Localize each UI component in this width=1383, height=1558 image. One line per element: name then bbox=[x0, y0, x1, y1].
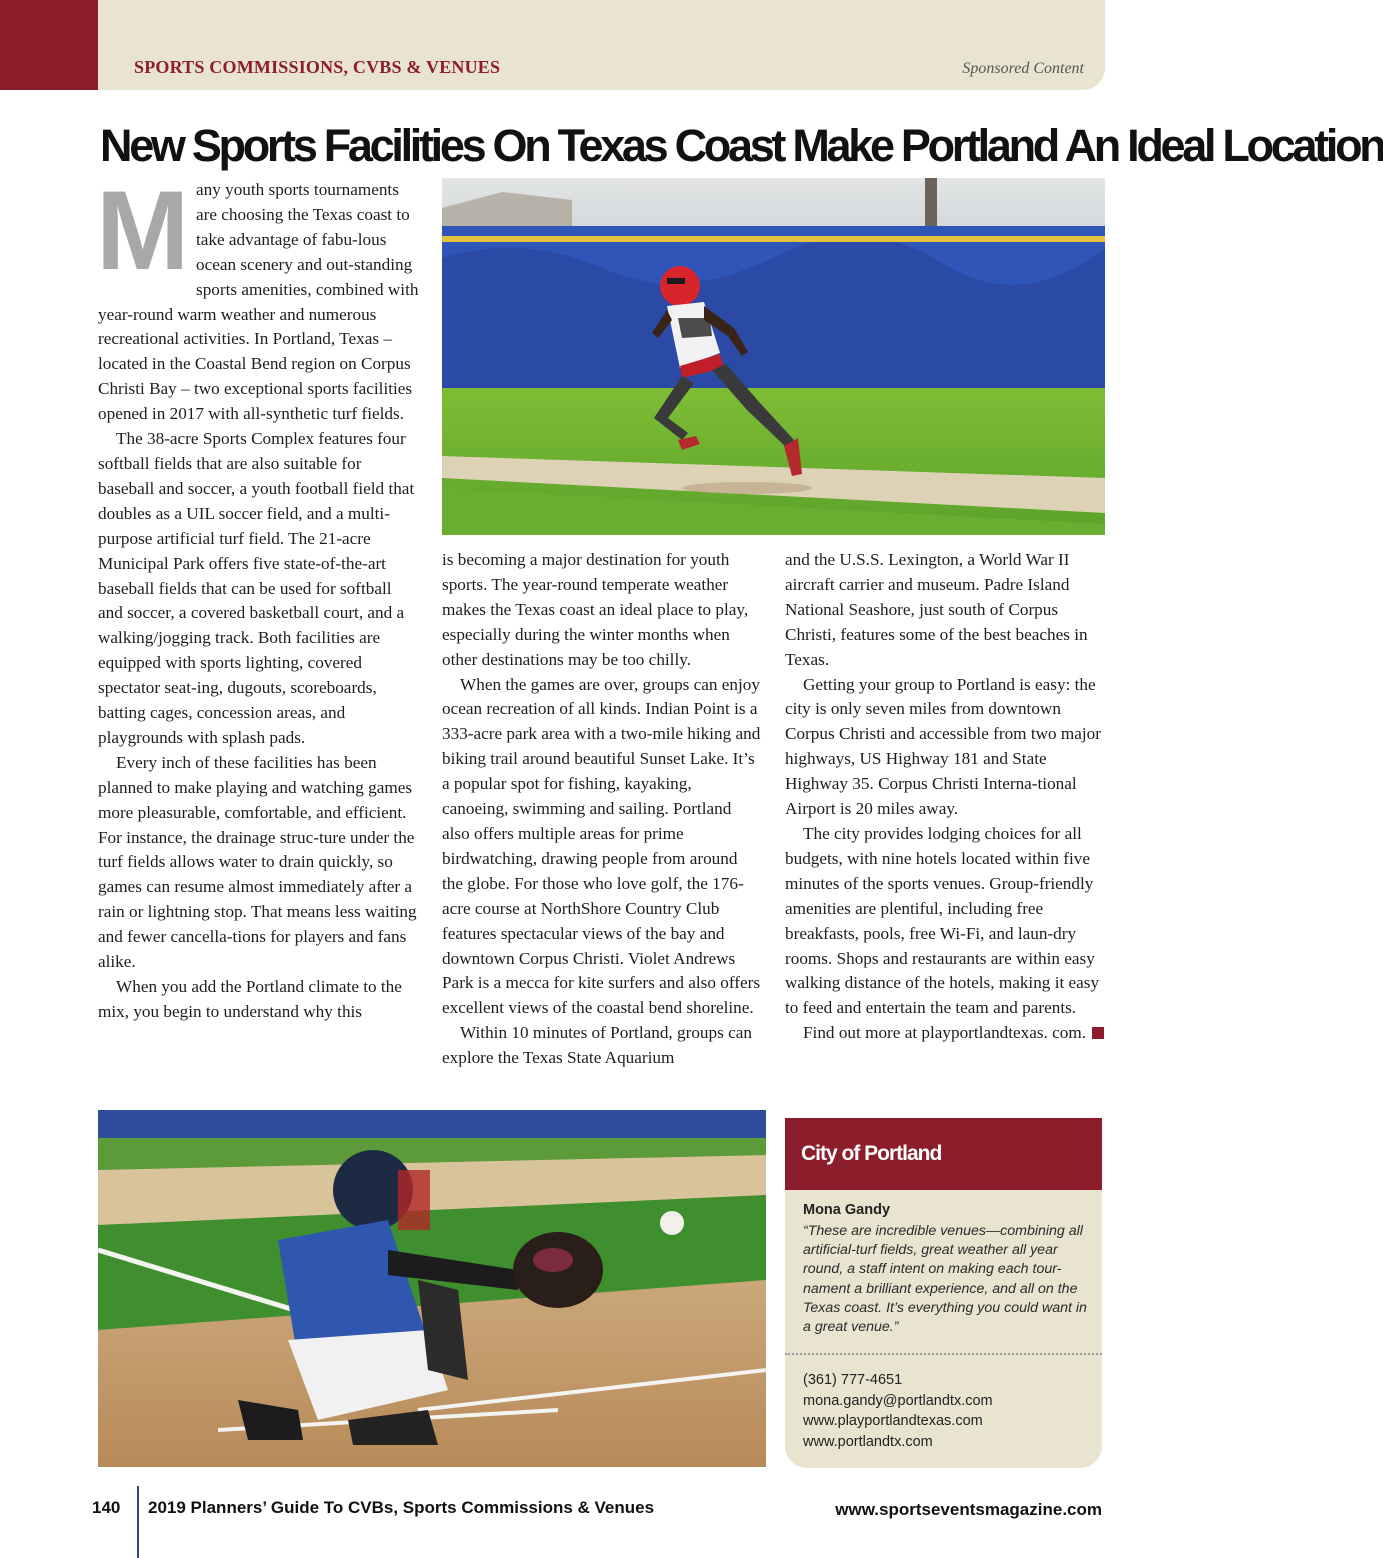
end-mark-icon bbox=[1092, 1027, 1104, 1039]
contact-website-link[interactable]: www.portlandtx.com bbox=[803, 1433, 933, 1450]
article-headline: New Sports Facilities On Texas Coast Make Portland An Ideal Location bbox=[100, 120, 1383, 171]
paragraph: Getting your group to Portland is easy: the city is only seven miles from downtown Corpus Christi and accessible from two major highways, US Highway 181 and State Highway 35. Corpus Christi Interna-tional Airport is 20 miles away. bbox=[785, 674, 1101, 819]
contact-quote: “These are incredible venues—combining all artificial-turf fields, great weather all year round, a staff intent on making each tour-nament a brilliant experience, and all on the Texas coast. It’s everything you could want in a great venue.” bbox=[803, 1223, 1087, 1336]
paragraph: When you add the Portland climate to the mix, you begin to understand why this bbox=[98, 977, 402, 1021]
contact-phone: (361) 777-4651 bbox=[803, 1372, 903, 1388]
contact-details bbox=[803, 1370, 993, 1452]
contact-sidebar bbox=[785, 1118, 1102, 1468]
article-column-1 bbox=[96, 168, 420, 1025]
paragraph: The city provides lodging choices for all budgets, with nine hotels located within five minutes of the sports venues. Group-friendly amenities are plentiful, including free breakfasts, pools, free Wi-Fi, and laun-dry rooms. Shops and restaurants are within easy walking distance of the hotels, making it easy to feed and entertain the team and parents. bbox=[785, 823, 1100, 1018]
paragraph: When the games are over, groups can enjoy ocean recreation of all kinds. Indian Point is a 333-acre park area with a two-mile hiking and biking trail around beautiful Sunset Lake. It’s a popular spot for fishing, kayaking, canoeing, swimming and sailing. Portland also offers multiple areas for prime birdwatching, drawing people from around the globe. For those who love golf, the 176-acre course at NorthShore Country Club features spectacular views of the bay and downtown Corpus Christi. Violet Andrews Park is a mecca for kite surfers and also offers excellent views of the coastal bend shoreline. bbox=[442, 674, 761, 1018]
sidebar-title: City of Portland bbox=[801, 1142, 942, 1165]
paragraph-text: any youth sports tournaments are choosing the Texas coast to take advantage of fabu-lous ocean scenery and out-standing sports amenities, combined with year-round warm weather and numerous recreational activities. In Portland, Texas – located in the Coastal Bend region on Corpus Christi Bay – two exceptional sports facilities opened in 2017 with all-synthetic turf fields. bbox=[98, 180, 419, 424]
paragraph bbox=[785, 1021, 1105, 1046]
drop-cap: M bbox=[96, 168, 186, 293]
contact-website-link[interactable]: www.playportlandtexas.com bbox=[803, 1413, 983, 1429]
dotted-divider bbox=[785, 1353, 1102, 1355]
catcher-photo bbox=[98, 1110, 766, 1467]
runner-photo bbox=[442, 178, 1105, 535]
article-column-3 bbox=[785, 548, 1105, 1046]
paragraph bbox=[96, 168, 420, 427]
contact-email-link[interactable]: mona.gandy@portlandtx.com bbox=[803, 1392, 993, 1409]
contact-name: Mona Gandy bbox=[803, 1202, 891, 1218]
magazine-website-link[interactable]: www.sportseventsmagazine.com bbox=[835, 1500, 1102, 1519]
paragraph: Within 10 minutes of Portland, groups can explore the Texas State Aquarium bbox=[442, 1023, 752, 1068]
paragraph-text: Find out more at playportlandtexas. com. bbox=[803, 1023, 1087, 1043]
article-column-2 bbox=[442, 548, 762, 1071]
footer-rule bbox=[137, 1486, 139, 1558]
paragraph: Every inch of these facilities has been planned to make playing and watching games more pleasurable, comfortable, and efficient. For instance, the drainage struc-ture under the turf fields allows water to drain quickly, so games can resume almost immediately after a rain or lightning stop. That means less waiting and fewer cancella-tions for players and fans alike. bbox=[98, 752, 417, 972]
sidebar-header bbox=[785, 1118, 1102, 1190]
section-title: SPORTS COMMISSIONS, CVBS & VENUES bbox=[134, 57, 501, 77]
paragraph: The 38-acre Sports Complex features four softball fields that are also suitable for baseball and soccer, a youth football field that doubles as a UIL soccer field, and a multi-purpose artificial turf field. The 21-acre Municipal Park offers five state-of-the-art baseball fields that can be used for softball and soccer, a covered basketball court, and a walking/jogging track. Both facilities are equipped with sports lighting, covered spectator seat-ing, dugouts, scoreboards, batting cages, concession areas, and playgrounds with splash pads. bbox=[98, 429, 415, 747]
header-accent-block bbox=[0, 0, 98, 90]
paragraph: and the U.S.S. Lexington, a World War II aircraft carrier and museum. Padre Island National Seashore, just south of Corpus Christi, features some of the best beaches in Texas. bbox=[785, 550, 1088, 669]
publication-title: 2019 Planners’ Guide To CVBs, Sports Commissions & Venues bbox=[148, 1498, 655, 1517]
page-number: 140 bbox=[92, 1498, 121, 1517]
sponsored-label: Sponsored Content bbox=[962, 60, 1084, 77]
paragraph: is becoming a major destination for youth sports. The year-round temperate weather makes the Texas coast an ideal place to play, especially during the winter months when other destinations may be too chilly. bbox=[442, 550, 749, 669]
